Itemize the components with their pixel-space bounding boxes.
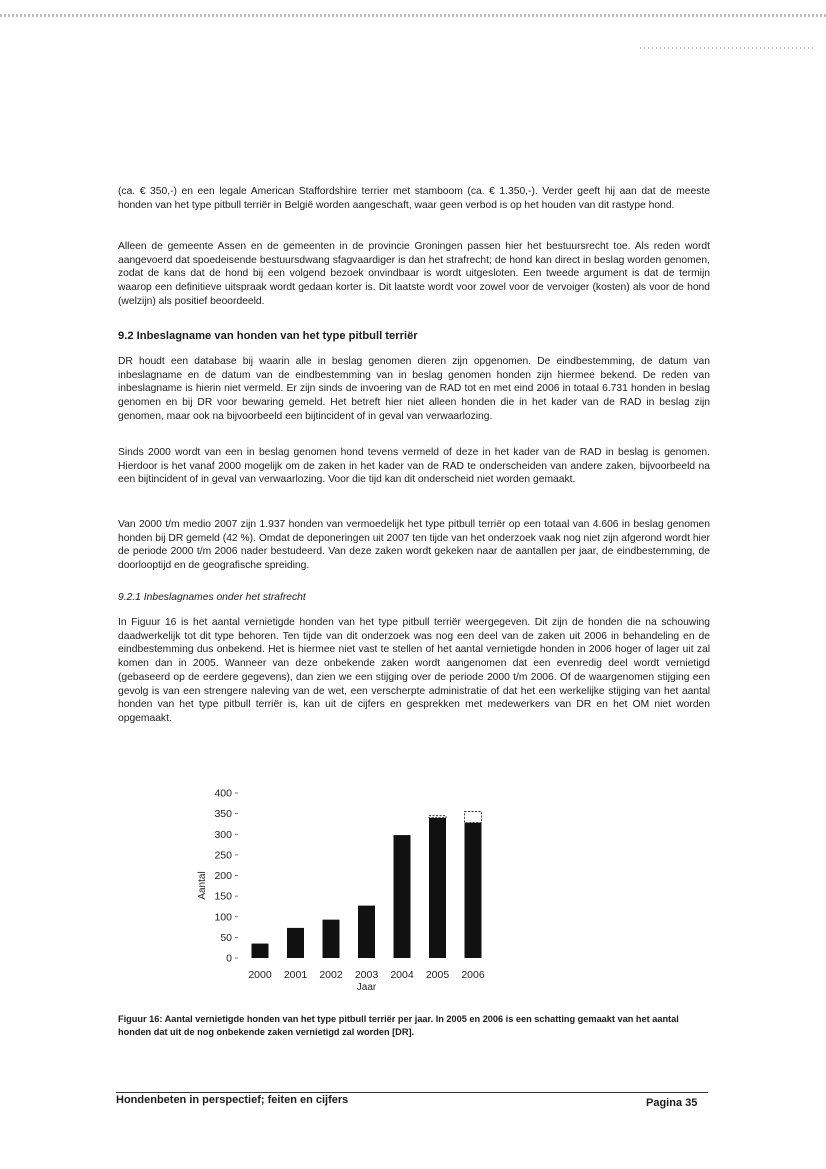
bar-2001 xyxy=(287,928,304,958)
bar-estimate-2006 xyxy=(465,812,482,823)
paragraph-3 xyxy=(118,355,710,424)
footer-rule xyxy=(116,1092,708,1093)
bar-estimate-2005 xyxy=(429,816,446,818)
x-axis-label: Jaar xyxy=(356,982,377,993)
x-tick-label: 2003 xyxy=(354,969,379,981)
paragraph-4-text: Sinds 2000 wordt van een in beslag genomen hond tevens vermeld of deze in het kader van de RAD in beslag is genomen. Hierdoor is het vanaf 2000 mogelijk om de zaken in het kader van de RAD te onderscheiden van andere zaken, bijvoorbeeld na een bijtincident of in geval van verwaarlozing. Voor die tijd kan dit onderscheid niet worden gemaakt. xyxy=(118,447,710,486)
paragraph-1-text: (ca. € 350,-) en een legale American Staffordshire terrier met stamboom (ca. € 1.350,-). Verder geeft hij aan dat de meeste honden van het type pitbull terriër in België worden aangeschaft, waar geen verbod is op het houden van dit rastype hond. xyxy=(118,186,710,211)
y-axis-label: Aantal xyxy=(197,871,208,900)
bar-2004 xyxy=(394,835,411,958)
paragraph-5-text: Van 2000 t/m medio 2007 zijn 1.937 honden van vermoedelijk het type pitbull terriër op een totaal van 4.606 in beslag genomen honden bij DR gemeld (42 %). Omdat de deponeringen uit 2007 ten tijde van het onderzoek vaak nog niet zijn afgerond wordt hier de periode 2000 t/m 2006 nader bestudeerd. Van deze zaken wordt gekeken naar de aantallen per jaar, de eindbestemming, de doorlooptijd en de geografische spreiding. xyxy=(118,519,710,572)
paragraph-1 xyxy=(118,185,710,212)
y-tick-label: 300 xyxy=(214,828,232,841)
paragraph-6 xyxy=(118,616,710,726)
paragraph-4 xyxy=(118,446,710,487)
bar-2005 xyxy=(429,818,446,958)
y-tick-label: 0 xyxy=(226,952,232,965)
y-tick-label: 350 xyxy=(214,808,232,821)
footer-title: Hondenbeten in perspectief; feiten en cijfers xyxy=(116,1094,349,1106)
paragraph-2-text: Alleen de gemeente Assen en de gemeenten in de provincie Groningen passen hier het bestuursrecht toe. Als reden wordt aangevoerd dat spoedeisende bestuursdwang sfagvaardiger is dan het strafrecht; de hond kan direct in beslag worden genomen, zodat de kans dat de hond bij een volgend bezoek onvindbaar is wordt uitgesloten. Een tweede argument is dat de termijn waarop een definitieve uitspraak wordt gedaan korter is. Dit laatste wordt voor zowel voor de vervoiger (kosten) als voor de hond (welzijn) als positief beoordeeld. xyxy=(118,241,710,307)
page-number: Pagina 35 xyxy=(646,1097,698,1109)
paragraph-2 xyxy=(118,240,710,309)
paragraph-3-text: DR houdt een database bij waarin alle in beslag genomen dieren zijn opgenomen. De eindbestemming, de datum van inbeslagname en de datum van de eindbestemming van in beslag genomen honden zijn hiermee bekend. De reden van inbeslagname is hierin niet vermeld. Er zijn sinds de invoering van de RAD tot en met eind 2006 in totaal 6.731 honden in beslag genomen en bij DR voor bewaring gemeld. Het betreft hier niet alleen honden die in het kader van de RAD in beslag zijn genomen, maar ook na bijvoorbeeld een bijtincident of in geval van verwaarlozing. xyxy=(118,356,710,422)
scan-edge-top xyxy=(0,14,826,17)
y-tick-label: 200 xyxy=(214,870,232,882)
section-heading: 9.2 Inbeslagname van honden van het type pitbull terriër xyxy=(118,330,418,342)
figure-caption: Figuur 16: Aantal vernietigde honden van het type pitbull terriër per jaar. In 2005 en 2006 is een schatting gemaakt van het aantal honden dat uit de nog onbekende zaken vernietigd zal worden [DR]. xyxy=(118,1014,679,1037)
paragraph-5 xyxy=(118,518,710,573)
y-tick-label: 100 xyxy=(214,911,232,924)
y-tick-label: 150 xyxy=(214,890,232,903)
bar-chart xyxy=(180,780,560,995)
paragraph-6-text: In Figuur 16 is het aantal vernietigde honden van het type pitbull terriër weergegeven. Dit zijn de honden die na schouwing daadwerkelijk tot dit type behoren. Ten tijde van dit onderzoek was nog een deel van de zaken uit 2006 in behandeling en de eindbestemming dus onbekend. Het is hiermee niet vast te stellen of het aantal vernietigde honden in 2006 hoger of lager uit zal komen dan in 2005. Wanneer van deze onbekende zaken wordt aangenomen dat een evenredig deel wordt vernietigd (gebaseerd op de eerdere gegevens), dan zien we een stijging over de periode 2000 t/m 2006. Of de waargenomen stijging een gevolg is van een strengere naleving van de wet, een verscherpte administratie of dat het een werkelijke stijging van het aantal honden van het type pitbull terriër is, kan uit de cijfers en gesprekken met medewerkers van DR en het OM niet worden opgemaakt. xyxy=(118,617,710,724)
subsection-heading: 9.2.1 Inbeslagnames onder het strafrecht xyxy=(118,592,306,603)
x-tick-label: 2005 xyxy=(425,969,450,981)
x-tick-label: 2006 xyxy=(461,969,485,981)
bar-2000 xyxy=(252,944,269,958)
y-tick-label: 250 xyxy=(214,849,232,862)
y-tick-label: 400 xyxy=(214,787,232,800)
bar-2006 xyxy=(465,823,482,958)
y-tick-label: 50 xyxy=(220,931,232,944)
bar-2002 xyxy=(323,920,340,958)
x-tick-label: 2000 xyxy=(248,969,272,981)
x-tick-label: 2004 xyxy=(390,969,414,981)
x-tick-label: 2002 xyxy=(319,969,343,981)
scan-mark-right xyxy=(640,47,816,49)
x-tick-label: 2001 xyxy=(283,969,308,981)
bar-2003 xyxy=(358,906,375,958)
